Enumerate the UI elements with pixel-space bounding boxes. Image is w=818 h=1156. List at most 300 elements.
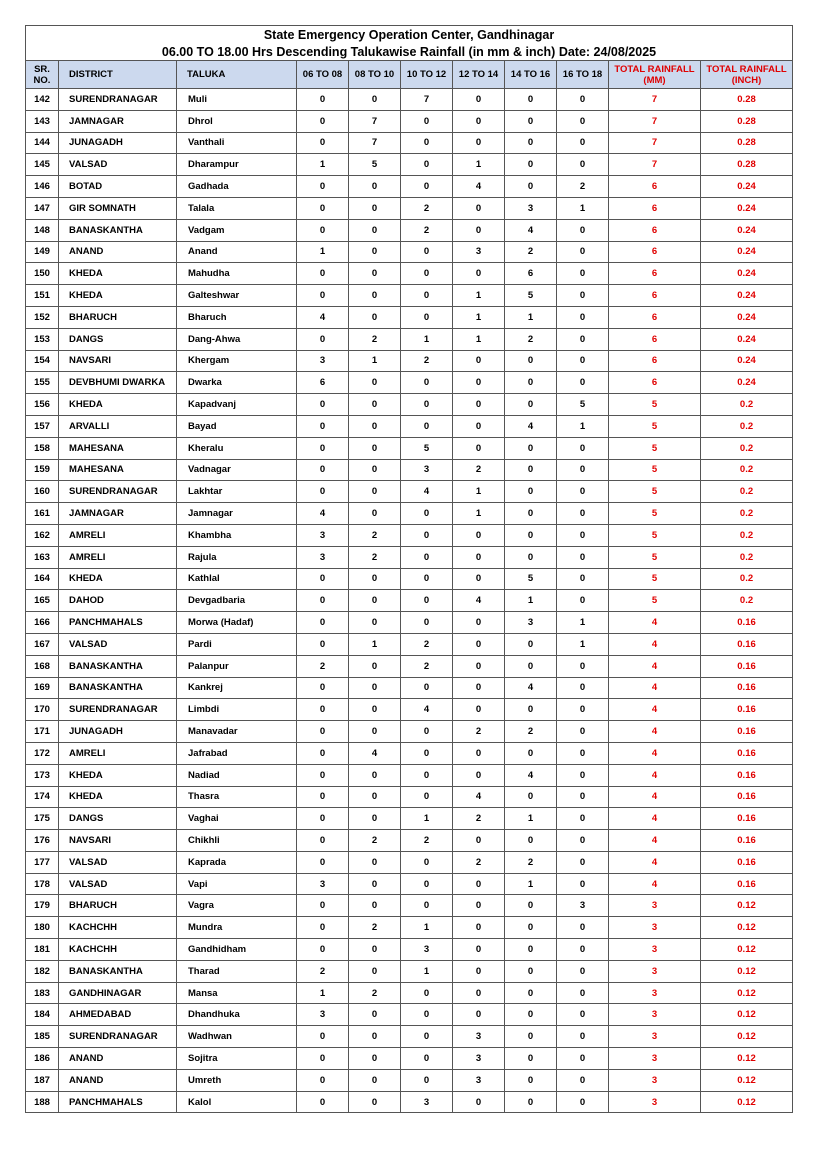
cell-total-inch: 0.2 xyxy=(701,546,793,568)
cell-08-to-10: 0 xyxy=(349,873,401,895)
cell-06-to-08: 0 xyxy=(297,263,349,285)
cell-total-mm: 4 xyxy=(609,721,701,743)
cell-12-to-14: 0 xyxy=(453,677,505,699)
cell-total-inch: 0.12 xyxy=(701,1091,793,1113)
cell-total-inch: 0.28 xyxy=(701,132,793,154)
cell-12-to-14: 2 xyxy=(453,851,505,873)
cell-08-to-10: 0 xyxy=(349,677,401,699)
cell-06-to-08: 0 xyxy=(297,219,349,241)
cell-sr-no: 184 xyxy=(26,1004,59,1026)
cell-total-inch: 0.16 xyxy=(701,655,793,677)
cell-08-to-10: 0 xyxy=(349,372,401,394)
cell-district: BANASKANTHA xyxy=(59,677,177,699)
cell-12-to-14: 0 xyxy=(453,633,505,655)
cell-14-to-16: 5 xyxy=(505,285,557,307)
table-row xyxy=(26,437,793,459)
cell-10-to-12: 0 xyxy=(401,612,453,634)
table-row xyxy=(26,1048,793,1070)
cell-06-to-08: 0 xyxy=(297,917,349,939)
cell-10-to-12: 0 xyxy=(401,110,453,132)
cell-sr-no: 162 xyxy=(26,524,59,546)
cell-sr-no: 157 xyxy=(26,415,59,437)
cell-district: ANAND xyxy=(59,241,177,263)
cell-16-to-18: 0 xyxy=(557,110,609,132)
cell-08-to-10: 7 xyxy=(349,132,401,154)
cell-12-to-14: 3 xyxy=(453,1026,505,1048)
cell-14-to-16: 0 xyxy=(505,960,557,982)
cell-08-to-10: 0 xyxy=(349,960,401,982)
cell-06-to-08: 4 xyxy=(297,306,349,328)
cell-16-to-18: 5 xyxy=(557,394,609,416)
table-row xyxy=(26,633,793,655)
cell-08-to-10: 0 xyxy=(349,89,401,111)
cell-total-inch: 0.28 xyxy=(701,110,793,132)
table-row xyxy=(26,132,793,154)
cell-total-mm: 4 xyxy=(609,764,701,786)
table-row xyxy=(26,1004,793,1026)
cell-16-to-18: 0 xyxy=(557,1048,609,1070)
table-row xyxy=(26,219,793,241)
cell-sr-no: 164 xyxy=(26,568,59,590)
cell-10-to-12: 0 xyxy=(401,415,453,437)
cell-06-to-08: 0 xyxy=(297,285,349,307)
cell-total-mm: 4 xyxy=(609,873,701,895)
cell-district: KHEDA xyxy=(59,764,177,786)
cell-06-to-08: 0 xyxy=(297,677,349,699)
cell-taluka: Jamnagar xyxy=(177,503,297,525)
cell-12-to-14: 2 xyxy=(453,721,505,743)
cell-10-to-12: 7 xyxy=(401,89,453,111)
cell-sr-no: 152 xyxy=(26,306,59,328)
cell-taluka: Gadhada xyxy=(177,176,297,198)
header-10-to-12: 10 TO 12 xyxy=(401,61,453,89)
cell-taluka: Rajula xyxy=(177,546,297,568)
table-row xyxy=(26,1026,793,1048)
cell-10-to-12: 0 xyxy=(401,241,453,263)
cell-14-to-16: 0 xyxy=(505,110,557,132)
cell-total-inch: 0.28 xyxy=(701,154,793,176)
table-row xyxy=(26,176,793,198)
table-row xyxy=(26,89,793,111)
cell-08-to-10: 0 xyxy=(349,285,401,307)
table-row xyxy=(26,939,793,961)
cell-sr-no: 168 xyxy=(26,655,59,677)
cell-06-to-08: 2 xyxy=(297,655,349,677)
cell-sr-no: 172 xyxy=(26,742,59,764)
cell-10-to-12: 3 xyxy=(401,939,453,961)
table-row xyxy=(26,285,793,307)
cell-12-to-14: 0 xyxy=(453,132,505,154)
header-total-mm: TOTAL RAINFALL (MM) xyxy=(609,61,701,89)
cell-sr-no: 174 xyxy=(26,786,59,808)
cell-sr-no: 150 xyxy=(26,263,59,285)
cell-08-to-10: 4 xyxy=(349,742,401,764)
cell-district: MAHESANA xyxy=(59,459,177,481)
cell-total-inch: 0.24 xyxy=(701,328,793,350)
cell-16-to-18: 0 xyxy=(557,590,609,612)
cell-10-to-12: 1 xyxy=(401,960,453,982)
header-taluka: TALUKA xyxy=(177,61,297,89)
cell-16-to-18: 0 xyxy=(557,568,609,590)
cell-08-to-10: 0 xyxy=(349,895,401,917)
cell-06-to-08: 0 xyxy=(297,612,349,634)
cell-12-to-14: 1 xyxy=(453,285,505,307)
cell-district: BHARUCH xyxy=(59,895,177,917)
cell-16-to-18: 0 xyxy=(557,350,609,372)
cell-total-mm: 7 xyxy=(609,154,701,176)
cell-06-to-08: 0 xyxy=(297,481,349,503)
cell-total-inch: 0.16 xyxy=(701,677,793,699)
cell-total-inch: 0.24 xyxy=(701,372,793,394)
cell-12-to-14: 0 xyxy=(453,655,505,677)
cell-total-inch: 0.16 xyxy=(701,786,793,808)
cell-06-to-08: 0 xyxy=(297,197,349,219)
cell-total-inch: 0.24 xyxy=(701,241,793,263)
cell-06-to-08: 0 xyxy=(297,764,349,786)
cell-16-to-18: 0 xyxy=(557,960,609,982)
cell-14-to-16: 2 xyxy=(505,851,557,873)
header-06-to-08: 06 TO 08 xyxy=(297,61,349,89)
cell-08-to-10: 0 xyxy=(349,306,401,328)
table-row xyxy=(26,415,793,437)
cell-10-to-12: 2 xyxy=(401,830,453,852)
cell-08-to-10: 0 xyxy=(349,786,401,808)
cell-total-inch: 0.16 xyxy=(701,851,793,873)
cell-12-to-14: 2 xyxy=(453,808,505,830)
cell-district: KACHCHH xyxy=(59,917,177,939)
cell-sr-no: 180 xyxy=(26,917,59,939)
cell-taluka: Galteshwar xyxy=(177,285,297,307)
cell-sr-no: 151 xyxy=(26,285,59,307)
cell-12-to-14: 3 xyxy=(453,1048,505,1070)
cell-total-mm: 3 xyxy=(609,917,701,939)
cell-10-to-12: 0 xyxy=(401,1004,453,1026)
cell-06-to-08: 0 xyxy=(297,786,349,808)
cell-14-to-16: 0 xyxy=(505,1026,557,1048)
cell-14-to-16: 4 xyxy=(505,764,557,786)
cell-taluka: Vadgam xyxy=(177,219,297,241)
cell-taluka: Khambha xyxy=(177,524,297,546)
cell-06-to-08: 0 xyxy=(297,1091,349,1113)
cell-total-mm: 5 xyxy=(609,437,701,459)
cell-10-to-12: 0 xyxy=(401,851,453,873)
cell-14-to-16: 0 xyxy=(505,503,557,525)
table-row xyxy=(26,895,793,917)
cell-sr-no: 173 xyxy=(26,764,59,786)
table-row xyxy=(26,372,793,394)
cell-total-inch: 0.12 xyxy=(701,1069,793,1091)
cell-08-to-10: 2 xyxy=(349,328,401,350)
cell-taluka: Wadhwan xyxy=(177,1026,297,1048)
cell-06-to-08: 3 xyxy=(297,350,349,372)
cell-16-to-18: 0 xyxy=(557,830,609,852)
cell-08-to-10: 2 xyxy=(349,830,401,852)
header-total-inch: TOTAL RAINFALL (INCH) xyxy=(701,61,793,89)
cell-taluka: Kalol xyxy=(177,1091,297,1113)
table-row xyxy=(26,394,793,416)
cell-district: DAHOD xyxy=(59,590,177,612)
cell-16-to-18: 0 xyxy=(557,219,609,241)
cell-14-to-16: 0 xyxy=(505,372,557,394)
report-title: State Emergency Operation Center, Gandhinagar xyxy=(26,26,793,44)
cell-total-inch: 0.2 xyxy=(701,568,793,590)
cell-district: DANGS xyxy=(59,328,177,350)
cell-14-to-16: 0 xyxy=(505,895,557,917)
cell-total-mm: 5 xyxy=(609,503,701,525)
cell-total-inch: 0.12 xyxy=(701,1004,793,1026)
cell-08-to-10: 2 xyxy=(349,546,401,568)
cell-district: NAVSARI xyxy=(59,350,177,372)
cell-taluka: Chikhli xyxy=(177,830,297,852)
cell-16-to-18: 0 xyxy=(557,372,609,394)
cell-16-to-18: 1 xyxy=(557,633,609,655)
cell-08-to-10: 0 xyxy=(349,1004,401,1026)
cell-taluka: Vagra xyxy=(177,895,297,917)
cell-14-to-16: 0 xyxy=(505,132,557,154)
cell-10-to-12: 0 xyxy=(401,1026,453,1048)
cell-total-inch: 0.16 xyxy=(701,830,793,852)
cell-district: KHEDA xyxy=(59,394,177,416)
table-row xyxy=(26,808,793,830)
cell-08-to-10: 0 xyxy=(349,503,401,525)
cell-taluka: Dwarka xyxy=(177,372,297,394)
cell-taluka: Pardi xyxy=(177,633,297,655)
cell-sr-no: 163 xyxy=(26,546,59,568)
cell-16-to-18: 1 xyxy=(557,197,609,219)
cell-district: AMRELI xyxy=(59,524,177,546)
cell-total-inch: 0.16 xyxy=(701,612,793,634)
table-row xyxy=(26,830,793,852)
cell-sr-no: 154 xyxy=(26,350,59,372)
table-row xyxy=(26,764,793,786)
cell-16-to-18: 0 xyxy=(557,263,609,285)
cell-taluka: Umreth xyxy=(177,1069,297,1091)
cell-10-to-12: 0 xyxy=(401,590,453,612)
cell-10-to-12: 2 xyxy=(401,633,453,655)
table-row xyxy=(26,110,793,132)
cell-16-to-18: 0 xyxy=(557,873,609,895)
table-row xyxy=(26,851,793,873)
cell-total-inch: 0.2 xyxy=(701,590,793,612)
cell-06-to-08: 0 xyxy=(297,699,349,721)
cell-total-inch: 0.16 xyxy=(701,721,793,743)
cell-total-inch: 0.16 xyxy=(701,873,793,895)
table-row xyxy=(26,786,793,808)
cell-sr-no: 178 xyxy=(26,873,59,895)
cell-12-to-14: 0 xyxy=(453,415,505,437)
cell-16-to-18: 0 xyxy=(557,982,609,1004)
cell-10-to-12: 0 xyxy=(401,372,453,394)
cell-total-inch: 0.24 xyxy=(701,197,793,219)
cell-16-to-18: 0 xyxy=(557,851,609,873)
cell-14-to-16: 2 xyxy=(505,721,557,743)
cell-14-to-16: 0 xyxy=(505,481,557,503)
cell-taluka: Thasra xyxy=(177,786,297,808)
cell-total-mm: 4 xyxy=(609,677,701,699)
cell-sr-no: 183 xyxy=(26,982,59,1004)
cell-total-inch: 0.16 xyxy=(701,742,793,764)
cell-06-to-08: 0 xyxy=(297,808,349,830)
cell-12-to-14: 0 xyxy=(453,546,505,568)
cell-10-to-12: 0 xyxy=(401,546,453,568)
cell-taluka: Mahudha xyxy=(177,263,297,285)
cell-total-inch: 0.16 xyxy=(701,808,793,830)
cell-16-to-18: 3 xyxy=(557,895,609,917)
cell-total-mm: 6 xyxy=(609,306,701,328)
cell-14-to-16: 0 xyxy=(505,437,557,459)
table-row xyxy=(26,568,793,590)
cell-taluka: Bharuch xyxy=(177,306,297,328)
cell-district: SURENDRANAGAR xyxy=(59,89,177,111)
cell-taluka: Jafrabad xyxy=(177,742,297,764)
cell-total-mm: 6 xyxy=(609,328,701,350)
cell-08-to-10: 0 xyxy=(349,612,401,634)
cell-14-to-16: 0 xyxy=(505,655,557,677)
cell-total-mm: 6 xyxy=(609,263,701,285)
cell-taluka: Gandhidham xyxy=(177,939,297,961)
cell-08-to-10: 0 xyxy=(349,176,401,198)
cell-district: KHEDA xyxy=(59,568,177,590)
cell-06-to-08: 1 xyxy=(297,982,349,1004)
cell-14-to-16: 0 xyxy=(505,524,557,546)
cell-10-to-12: 2 xyxy=(401,219,453,241)
cell-taluka: Morwa (Hadaf) xyxy=(177,612,297,634)
cell-sr-no: 147 xyxy=(26,197,59,219)
cell-taluka: Vadnagar xyxy=(177,459,297,481)
cell-10-to-12: 0 xyxy=(401,263,453,285)
cell-16-to-18: 0 xyxy=(557,721,609,743)
cell-10-to-12: 0 xyxy=(401,742,453,764)
cell-16-to-18: 0 xyxy=(557,939,609,961)
cell-16-to-18: 0 xyxy=(557,1026,609,1048)
cell-total-mm: 6 xyxy=(609,176,701,198)
cell-14-to-16: 0 xyxy=(505,176,557,198)
cell-14-to-16: 2 xyxy=(505,328,557,350)
cell-10-to-12: 4 xyxy=(401,481,453,503)
cell-06-to-08: 0 xyxy=(297,633,349,655)
cell-taluka: Bayad xyxy=(177,415,297,437)
cell-12-to-14: 0 xyxy=(453,612,505,634)
cell-sr-no: 142 xyxy=(26,89,59,111)
table-row xyxy=(26,154,793,176)
cell-10-to-12: 1 xyxy=(401,917,453,939)
cell-12-to-14: 0 xyxy=(453,110,505,132)
cell-sr-no: 145 xyxy=(26,154,59,176)
cell-12-to-14: 0 xyxy=(453,917,505,939)
cell-taluka: Vaghai xyxy=(177,808,297,830)
cell-total-mm: 4 xyxy=(609,851,701,873)
cell-06-to-08: 0 xyxy=(297,895,349,917)
cell-14-to-16: 3 xyxy=(505,612,557,634)
cell-10-to-12: 0 xyxy=(401,721,453,743)
cell-sr-no: 148 xyxy=(26,219,59,241)
cell-06-to-08: 1 xyxy=(297,241,349,263)
cell-14-to-16: 0 xyxy=(505,742,557,764)
cell-06-to-08: 0 xyxy=(297,132,349,154)
cell-total-inch: 0.24 xyxy=(701,306,793,328)
cell-16-to-18: 0 xyxy=(557,524,609,546)
header-16-to-18: 16 TO 18 xyxy=(557,61,609,89)
cell-10-to-12: 0 xyxy=(401,895,453,917)
cell-12-to-14: 0 xyxy=(453,437,505,459)
cell-14-to-16: 0 xyxy=(505,830,557,852)
cell-total-mm: 6 xyxy=(609,219,701,241)
cell-14-to-16: 1 xyxy=(505,808,557,830)
cell-district: KHEDA xyxy=(59,285,177,307)
table-row xyxy=(26,612,793,634)
cell-14-to-16: 0 xyxy=(505,546,557,568)
cell-08-to-10: 0 xyxy=(349,568,401,590)
cell-district: DEVBHUMI DWARKA xyxy=(59,372,177,394)
cell-10-to-12: 0 xyxy=(401,394,453,416)
cell-sr-no: 149 xyxy=(26,241,59,263)
cell-total-inch: 0.12 xyxy=(701,917,793,939)
cell-14-to-16: 4 xyxy=(505,677,557,699)
cell-district: SURENDRANAGAR xyxy=(59,481,177,503)
table-row xyxy=(26,1069,793,1091)
cell-district: ANAND xyxy=(59,1048,177,1070)
cell-06-to-08: 0 xyxy=(297,830,349,852)
cell-08-to-10: 2 xyxy=(349,917,401,939)
cell-12-to-14: 0 xyxy=(453,197,505,219)
cell-06-to-08: 0 xyxy=(297,328,349,350)
cell-district: NAVSARI xyxy=(59,830,177,852)
cell-06-to-08: 0 xyxy=(297,89,349,111)
cell-total-inch: 0.12 xyxy=(701,895,793,917)
cell-14-to-16: 0 xyxy=(505,1069,557,1091)
cell-10-to-12: 1 xyxy=(401,328,453,350)
cell-08-to-10: 0 xyxy=(349,459,401,481)
cell-total-mm: 6 xyxy=(609,197,701,219)
cell-14-to-16: 0 xyxy=(505,459,557,481)
cell-16-to-18: 0 xyxy=(557,481,609,503)
cell-total-inch: 0.2 xyxy=(701,481,793,503)
cell-10-to-12: 2 xyxy=(401,350,453,372)
cell-sr-no: 160 xyxy=(26,481,59,503)
cell-sr-no: 143 xyxy=(26,110,59,132)
cell-total-mm: 5 xyxy=(609,394,701,416)
table-row xyxy=(26,742,793,764)
cell-total-mm: 5 xyxy=(609,590,701,612)
cell-total-inch: 0.24 xyxy=(701,219,793,241)
cell-district: JUNAGADH xyxy=(59,721,177,743)
cell-12-to-14: 0 xyxy=(453,960,505,982)
cell-14-to-16: 0 xyxy=(505,699,557,721)
cell-08-to-10: 0 xyxy=(349,197,401,219)
cell-12-to-14: 1 xyxy=(453,481,505,503)
report-subtitle: 06.00 TO 18.00 Hrs Descending Talukawise Rainfall (in mm & inch) Date: 24/08/2025 xyxy=(26,43,793,61)
column-header-row xyxy=(26,61,793,89)
cell-12-to-14: 1 xyxy=(453,306,505,328)
cell-10-to-12: 0 xyxy=(401,154,453,176)
cell-06-to-08: 3 xyxy=(297,1004,349,1026)
cell-total-mm: 5 xyxy=(609,459,701,481)
cell-district: JAMNAGAR xyxy=(59,503,177,525)
cell-14-to-16: 1 xyxy=(505,873,557,895)
cell-district: BHARUCH xyxy=(59,306,177,328)
cell-taluka: Vanthali xyxy=(177,132,297,154)
cell-district: PANCHMAHALS xyxy=(59,1091,177,1113)
table-row xyxy=(26,503,793,525)
cell-total-inch: 0.16 xyxy=(701,764,793,786)
cell-district: BANASKANTHA xyxy=(59,219,177,241)
cell-08-to-10: 0 xyxy=(349,1026,401,1048)
cell-district: BOTAD xyxy=(59,176,177,198)
cell-16-to-18: 0 xyxy=(557,1091,609,1113)
cell-district: PANCHMAHALS xyxy=(59,612,177,634)
table-row xyxy=(26,546,793,568)
cell-taluka: Devgadbaria xyxy=(177,590,297,612)
